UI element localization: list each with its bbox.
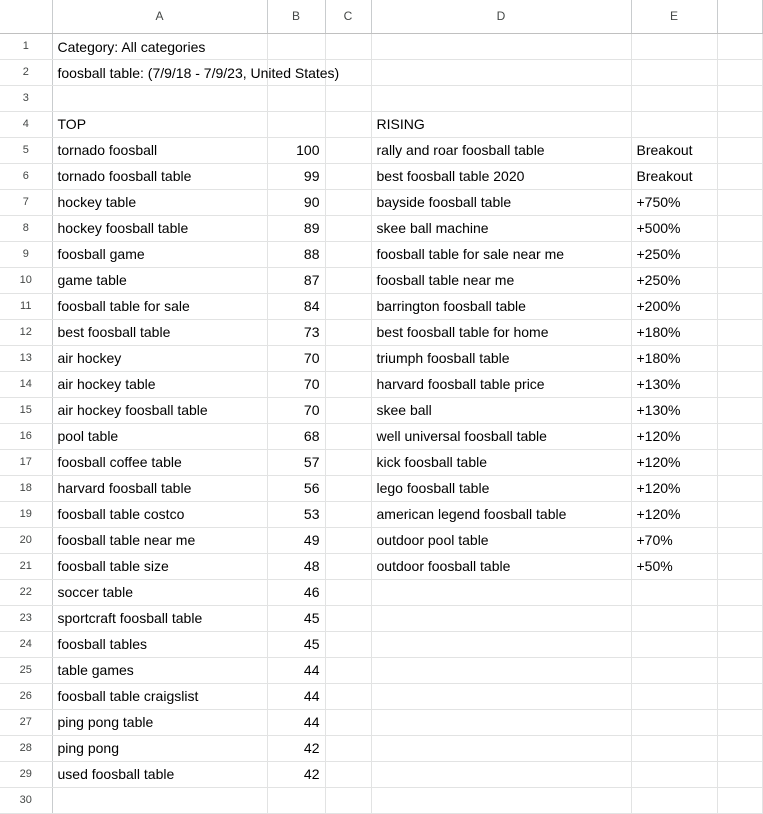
cell-d18[interactable]: lego foosball table xyxy=(371,475,631,501)
select-all-corner[interactable] xyxy=(0,0,52,33)
cell-d17[interactable]: kick foosball table xyxy=(371,449,631,475)
cell-c6[interactable] xyxy=(325,163,371,189)
cell-a20[interactable]: foosball table near me xyxy=(52,527,267,553)
cell-c22[interactable] xyxy=(325,579,371,605)
table-row xyxy=(0,215,762,241)
cell-f13[interactable] xyxy=(717,345,762,371)
cell-e26[interactable] xyxy=(631,683,717,709)
table-row xyxy=(0,449,762,475)
row-header[interactable]: 16 xyxy=(0,423,52,449)
cell-c11[interactable] xyxy=(325,293,371,319)
table-row xyxy=(0,527,762,553)
row-header[interactable]: 14 xyxy=(0,371,52,397)
column-header-f[interactable] xyxy=(717,0,762,33)
cell-d25[interactable] xyxy=(371,657,631,683)
table-row xyxy=(0,423,762,449)
cell-d29[interactable] xyxy=(371,761,631,787)
cell-b12[interactable]: 73 xyxy=(267,319,325,345)
cell-a21[interactable]: foosball table size xyxy=(52,553,267,579)
cell-b5[interactable]: 100 xyxy=(267,137,325,163)
cell-e23[interactable] xyxy=(631,605,717,631)
cell-a5[interactable]: tornado foosball xyxy=(52,137,267,163)
row-header[interactable]: 30 xyxy=(0,787,52,813)
cell-a24[interactable]: foosball tables xyxy=(52,631,267,657)
cell-d12[interactable]: best foosball table for home xyxy=(371,319,631,345)
cell-a2[interactable] xyxy=(52,59,340,85)
table-row xyxy=(0,111,762,137)
cell-d11[interactable]: barrington foosball table xyxy=(371,293,631,319)
cell-c10[interactable] xyxy=(325,267,371,293)
cell-d13[interactable]: triumph foosball table xyxy=(371,345,631,371)
cell-c25[interactable] xyxy=(325,657,371,683)
cell-f7[interactable] xyxy=(717,189,762,215)
row-header[interactable]: 28 xyxy=(0,735,52,761)
cell-a13[interactable]: air hockey xyxy=(52,345,267,371)
cell-c14[interactable] xyxy=(325,371,371,397)
table-row xyxy=(0,657,762,683)
cell-a28[interactable]: ping pong xyxy=(52,735,267,761)
cell-c1[interactable] xyxy=(325,33,371,59)
column-header-row xyxy=(0,0,762,33)
table-row xyxy=(0,787,762,813)
cell-c20[interactable] xyxy=(325,527,371,553)
table-row xyxy=(0,345,762,371)
cell-c27[interactable] xyxy=(325,709,371,735)
cell-d9[interactable]: foosball table for sale near me xyxy=(371,241,631,267)
cell-e11[interactable]: +200% xyxy=(631,293,717,319)
cell-f19[interactable] xyxy=(717,501,762,527)
cell-e2[interactable] xyxy=(631,59,717,85)
cell-e17[interactable]: +120% xyxy=(631,449,717,475)
cell-b30[interactable] xyxy=(267,787,325,813)
column-header-c[interactable]: C xyxy=(325,0,371,33)
cell-b17[interactable]: 57 xyxy=(267,449,325,475)
cell-c18[interactable] xyxy=(325,475,371,501)
cell-d7[interactable]: bayside foosball table xyxy=(371,189,631,215)
cell-d28[interactable] xyxy=(371,735,631,761)
cell-e24[interactable] xyxy=(631,631,717,657)
cell-f30[interactable] xyxy=(717,787,762,813)
cell-f14[interactable] xyxy=(717,371,762,397)
column-header-a[interactable]: A xyxy=(52,0,267,33)
cell-b20[interactable]: 49 xyxy=(267,527,325,553)
cell-e22[interactable] xyxy=(631,579,717,605)
row-header[interactable]: 4 xyxy=(0,111,52,137)
cell-b6[interactable]: 99 xyxy=(267,163,325,189)
cell-a29[interactable]: used foosball table xyxy=(52,761,267,787)
cell-a30[interactable] xyxy=(52,787,267,813)
cell-f26[interactable] xyxy=(717,683,762,709)
cell-f28[interactable] xyxy=(717,735,762,761)
row-header[interactable]: 21 xyxy=(0,553,52,579)
cell-a14[interactable]: air hockey table xyxy=(52,371,267,397)
cell-a15[interactable]: air hockey foosball table xyxy=(52,397,267,423)
cell-d5[interactable]: rally and roar foosball table xyxy=(371,137,631,163)
cell-a1-text: Category: All categories xyxy=(57,38,206,55)
table-row xyxy=(0,605,762,631)
cell-f4[interactable] xyxy=(717,111,762,137)
cell-b22[interactable]: 46 xyxy=(267,579,325,605)
cell-f12[interactable] xyxy=(717,319,762,345)
cell-f10[interactable] xyxy=(717,267,762,293)
cell-e19[interactable]: +120% xyxy=(631,501,717,527)
cell-e27[interactable] xyxy=(631,709,717,735)
cell-b27[interactable]: 44 xyxy=(267,709,325,735)
cell-d4[interactable]: RISING xyxy=(371,111,631,137)
table-row xyxy=(0,241,762,267)
cell-e12[interactable]: +180% xyxy=(631,319,717,345)
cell-a1[interactable] xyxy=(52,33,267,59)
row-header[interactable]: 3 xyxy=(0,85,52,111)
cell-c12[interactable] xyxy=(325,319,371,345)
row-header[interactable]: 19 xyxy=(0,501,52,527)
cell-b7[interactable]: 90 xyxy=(267,189,325,215)
cell-a16[interactable]: pool table xyxy=(52,423,267,449)
cell-e13[interactable]: +180% xyxy=(631,345,717,371)
cell-c28[interactable] xyxy=(325,735,371,761)
table-row xyxy=(0,267,762,293)
column-header-e[interactable]: E xyxy=(631,0,717,33)
row-header[interactable]: 26 xyxy=(0,683,52,709)
cell-d3[interactable] xyxy=(371,85,631,111)
cell-e7[interactable]: +750% xyxy=(631,189,717,215)
table-row xyxy=(0,631,762,657)
cell-c16[interactable] xyxy=(325,423,371,449)
cell-e6[interactable]: Breakout xyxy=(631,163,717,189)
table-row xyxy=(0,33,762,59)
cell-b18[interactable]: 56 xyxy=(267,475,325,501)
cell-a18[interactable]: harvard foosball table xyxy=(52,475,267,501)
cell-b25[interactable]: 44 xyxy=(267,657,325,683)
cell-c30[interactable] xyxy=(325,787,371,813)
table-row xyxy=(0,579,762,605)
cell-d6[interactable]: best foosball table 2020 xyxy=(371,163,631,189)
cell-c15[interactable] xyxy=(325,397,371,423)
cell-f1[interactable] xyxy=(717,33,762,59)
cell-c3[interactable] xyxy=(325,85,371,111)
cell-e18[interactable]: +120% xyxy=(631,475,717,501)
cell-c21[interactable] xyxy=(325,553,371,579)
cell-b21[interactable]: 48 xyxy=(267,553,325,579)
row-header[interactable]: 20 xyxy=(0,527,52,553)
table-row xyxy=(0,137,762,163)
row-header[interactable]: 23 xyxy=(0,605,52,631)
cell-a23[interactable]: sportcraft foosball table xyxy=(52,605,267,631)
cell-a8[interactable]: hockey foosball table xyxy=(52,215,267,241)
cell-a6[interactable]: tornado foosball table xyxy=(52,163,267,189)
cell-a9[interactable]: foosball game xyxy=(52,241,267,267)
cell-c5[interactable] xyxy=(325,137,371,163)
row-header[interactable]: 13 xyxy=(0,345,52,371)
cell-b13[interactable]: 70 xyxy=(267,345,325,371)
cell-a19[interactable]: foosball table costco xyxy=(52,501,267,527)
row-header[interactable]: 24 xyxy=(0,631,52,657)
cell-f15[interactable] xyxy=(717,397,762,423)
row-header[interactable]: 10 xyxy=(0,267,52,293)
cell-b26[interactable]: 44 xyxy=(267,683,325,709)
cell-d2[interactable] xyxy=(371,59,631,85)
cell-f11[interactable] xyxy=(717,293,762,319)
cell-f25[interactable] xyxy=(717,657,762,683)
cell-d1[interactable] xyxy=(371,33,631,59)
table-row xyxy=(0,85,762,111)
cell-d26[interactable] xyxy=(371,683,631,709)
cell-f3[interactable] xyxy=(717,85,762,111)
row-header[interactable]: 18 xyxy=(0,475,52,501)
row-header[interactable]: 2 xyxy=(0,59,52,85)
table-row xyxy=(0,293,762,319)
cell-a7[interactable]: hockey table xyxy=(52,189,267,215)
cell-f9[interactable] xyxy=(717,241,762,267)
cell-a4[interactable]: TOP xyxy=(52,111,267,137)
cell-f20[interactable] xyxy=(717,527,762,553)
cell-c23[interactable] xyxy=(325,605,371,631)
row-header[interactable]: 17 xyxy=(0,449,52,475)
row-header[interactable]: 1 xyxy=(0,33,52,59)
cell-a17[interactable]: foosball coffee table xyxy=(52,449,267,475)
cell-e21[interactable]: +50% xyxy=(631,553,717,579)
cell-d14[interactable]: harvard foosball table price xyxy=(371,371,631,397)
cell-a22[interactable]: soccer table xyxy=(52,579,267,605)
table-row xyxy=(0,761,762,787)
cell-d19[interactable]: american legend foosball table xyxy=(371,501,631,527)
cell-e20[interactable]: +70% xyxy=(631,527,717,553)
row-header[interactable]: 11 xyxy=(0,293,52,319)
cell-a11[interactable]: foosball table for sale xyxy=(52,293,267,319)
cell-b3[interactable] xyxy=(267,85,325,111)
cell-e30[interactable] xyxy=(631,787,717,813)
cell-f5[interactable] xyxy=(717,137,762,163)
table-row xyxy=(0,189,762,215)
cell-d15[interactable]: skee ball xyxy=(371,397,631,423)
cell-d30[interactable] xyxy=(371,787,631,813)
cell-b9[interactable]: 88 xyxy=(267,241,325,267)
cell-e5[interactable]: Breakout xyxy=(631,137,717,163)
cell-b29[interactable]: 42 xyxy=(267,761,325,787)
table-row xyxy=(0,683,762,709)
cell-e1[interactable] xyxy=(631,33,717,59)
column-header-d[interactable]: D xyxy=(371,0,631,33)
row-header[interactable]: 9 xyxy=(0,241,52,267)
cell-c13[interactable] xyxy=(325,345,371,371)
table-row xyxy=(0,709,762,735)
cell-c8[interactable] xyxy=(325,215,371,241)
row-header[interactable]: 25 xyxy=(0,657,52,683)
cell-d24[interactable] xyxy=(371,631,631,657)
cell-f22[interactable] xyxy=(717,579,762,605)
cell-f21[interactable] xyxy=(717,553,762,579)
cell-b14[interactable]: 70 xyxy=(267,371,325,397)
cell-c24[interactable] xyxy=(325,631,371,657)
cell-e29[interactable] xyxy=(631,761,717,787)
cell-d21[interactable]: outdoor foosball table xyxy=(371,553,631,579)
cell-b8[interactable]: 89 xyxy=(267,215,325,241)
cell-f6[interactable] xyxy=(717,163,762,189)
cell-b28[interactable]: 42 xyxy=(267,735,325,761)
cell-f17[interactable] xyxy=(717,449,762,475)
table-row xyxy=(0,163,762,189)
cell-e9[interactable]: +250% xyxy=(631,241,717,267)
cell-d27[interactable] xyxy=(371,709,631,735)
cell-e28[interactable] xyxy=(631,735,717,761)
cell-f29[interactable] xyxy=(717,761,762,787)
cell-a25[interactable]: table games xyxy=(52,657,267,683)
table-row xyxy=(0,553,762,579)
row-header[interactable]: 5 xyxy=(0,137,52,163)
cell-f8[interactable] xyxy=(717,215,762,241)
table-row xyxy=(0,735,762,761)
cell-b23[interactable]: 45 xyxy=(267,605,325,631)
cell-f18[interactable] xyxy=(717,475,762,501)
cell-d23[interactable] xyxy=(371,605,631,631)
cell-d20[interactable]: outdoor pool table xyxy=(371,527,631,553)
row-header[interactable]: 29 xyxy=(0,761,52,787)
cell-a3[interactable] xyxy=(52,85,267,111)
column-header-b[interactable]: B xyxy=(267,0,325,33)
row-header[interactable]: 12 xyxy=(0,319,52,345)
cell-f16[interactable] xyxy=(717,423,762,449)
cell-e16[interactable]: +120% xyxy=(631,423,717,449)
cell-f24[interactable] xyxy=(717,631,762,657)
table-row xyxy=(0,371,762,397)
cell-f27[interactable] xyxy=(717,709,762,735)
cell-c7[interactable] xyxy=(325,189,371,215)
table-row xyxy=(0,501,762,527)
table-row xyxy=(0,319,762,345)
cell-f2[interactable] xyxy=(717,59,762,85)
cell-e3[interactable] xyxy=(631,85,717,111)
row-header[interactable]: 8 xyxy=(0,215,52,241)
cell-a12[interactable]: best foosball table xyxy=(52,319,267,345)
table-row xyxy=(0,475,762,501)
cell-a26[interactable]: foosball table craigslist xyxy=(52,683,267,709)
cell-c4[interactable] xyxy=(325,111,371,137)
cell-b4[interactable] xyxy=(267,111,325,137)
cell-c19[interactable] xyxy=(325,501,371,527)
row-header[interactable]: 6 xyxy=(0,163,52,189)
table-row xyxy=(0,59,762,85)
cell-d8[interactable]: skee ball machine xyxy=(371,215,631,241)
cell-c9[interactable] xyxy=(325,241,371,267)
row-header[interactable]: 27 xyxy=(0,709,52,735)
cell-e15[interactable]: +130% xyxy=(631,397,717,423)
cell-e25[interactable] xyxy=(631,657,717,683)
cell-c17[interactable] xyxy=(325,449,371,475)
cell-b19[interactable]: 53 xyxy=(267,501,325,527)
row-header[interactable]: 15 xyxy=(0,397,52,423)
cell-d16[interactable]: well universal foosball table xyxy=(371,423,631,449)
table-row xyxy=(0,397,762,423)
cell-d10[interactable]: foosball table near me xyxy=(371,267,631,293)
cell-b16[interactable]: 68 xyxy=(267,423,325,449)
cell-c29[interactable] xyxy=(325,761,371,787)
cell-e14[interactable]: +130% xyxy=(631,371,717,397)
cell-f23[interactable] xyxy=(717,605,762,631)
cell-b1[interactable] xyxy=(267,33,325,59)
cell-a27[interactable]: ping pong table xyxy=(52,709,267,735)
cell-b11[interactable]: 84 xyxy=(267,293,325,319)
cell-a2-text: foosball table: (7/9/18 - 7/9/23, United States) xyxy=(57,64,340,81)
row-header[interactable]: 7 xyxy=(0,189,52,215)
row-header[interactable]: 22 xyxy=(0,579,52,605)
cell-b10[interactable]: 87 xyxy=(267,267,325,293)
cell-d22[interactable] xyxy=(371,579,631,605)
cell-c26[interactable] xyxy=(325,683,371,709)
cell-e8[interactable]: +500% xyxy=(631,215,717,241)
cell-a10[interactable]: game table xyxy=(52,267,267,293)
cell-b15[interactable]: 70 xyxy=(267,397,325,423)
cell-e4[interactable] xyxy=(631,111,717,137)
cell-b24[interactable]: 45 xyxy=(267,631,325,657)
sheet-body xyxy=(0,33,762,813)
cell-e10[interactable]: +250% xyxy=(631,267,717,293)
